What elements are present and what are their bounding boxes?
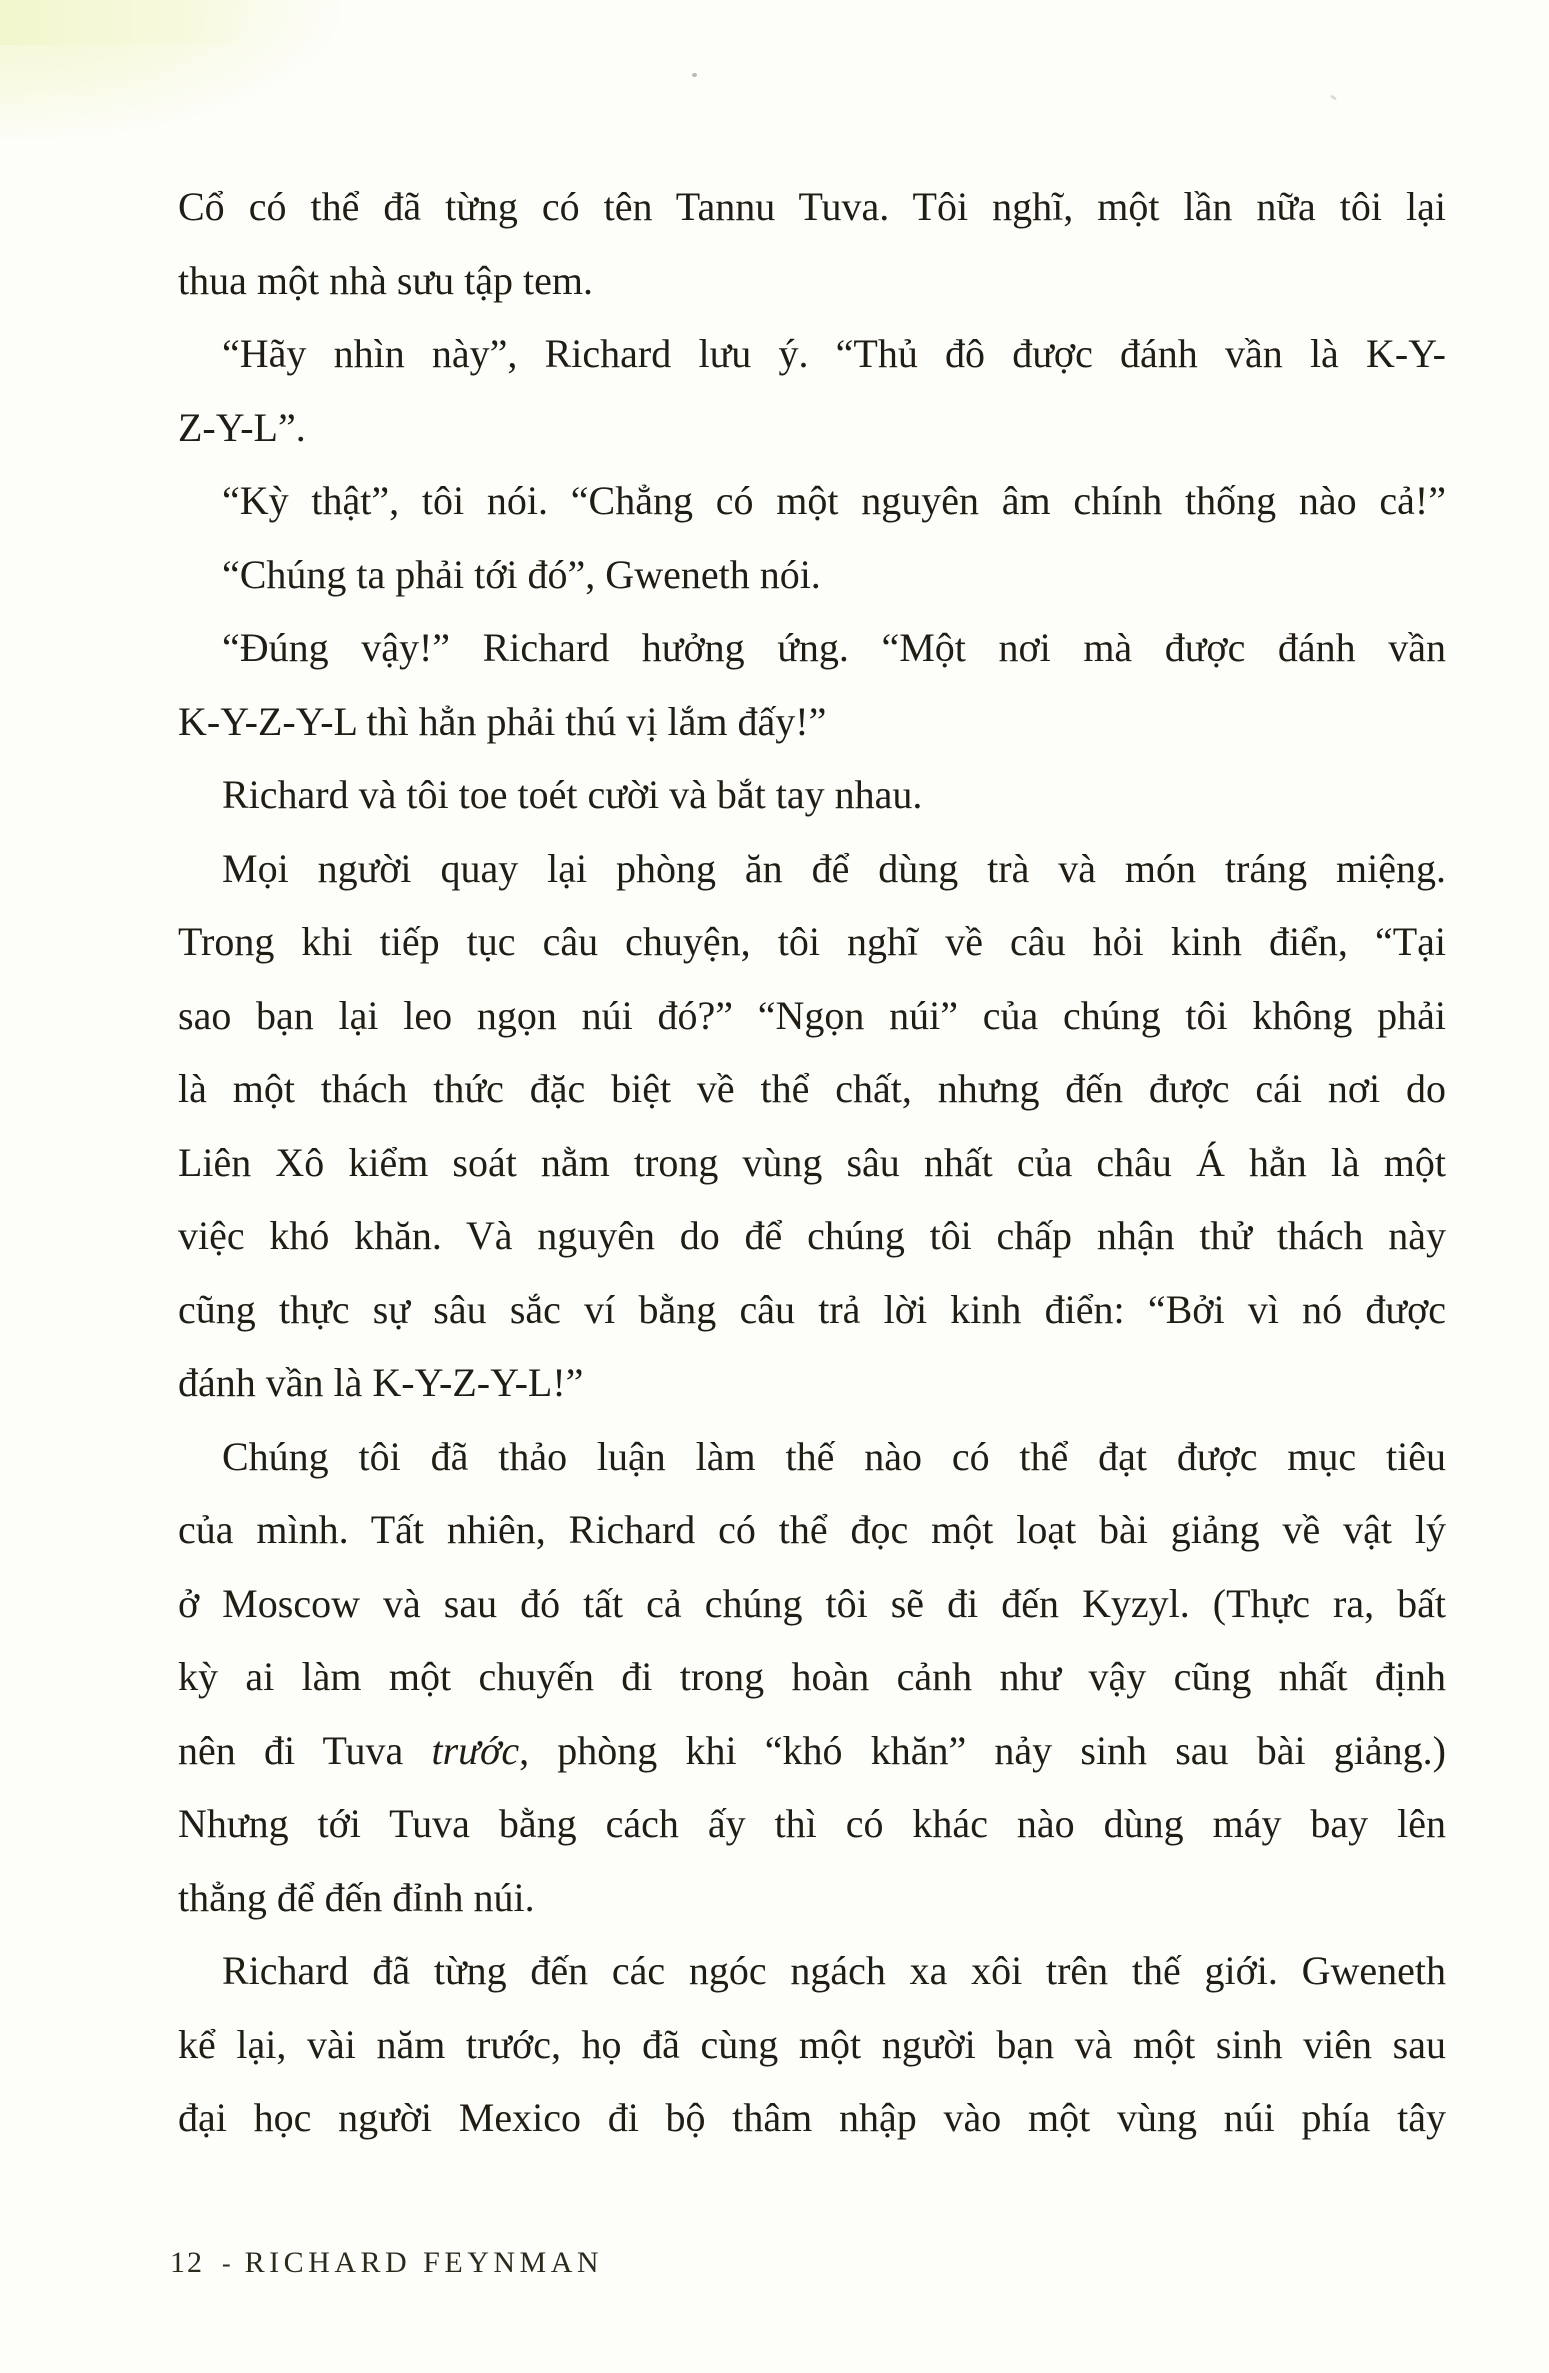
text-segment: Liên Xô kiểm soát nằm trong vùng sâu nhất của châu Á hẳn là một [178, 1139, 1446, 1185]
text-segment: thua một nhà sưu tập tem. [178, 257, 593, 303]
text-line [178, 538, 1446, 612]
text-segment: Richard và tôi toe toét cười và bắt tay nhau. [222, 772, 923, 817]
text-segment: Chúng tôi đã thảo luận làm thế nào có thể đạt được mục tiêu [222, 1433, 1446, 1479]
text-segment: “Hãy nhìn này”, Richard lưu ý. “Thủ đô được đánh vần là K-Y- [222, 331, 1446, 376]
text-segment: ở Moscow và sau đó tất cả chúng tôi sẽ đi đến Kyzyl. (Thực ra, bất [178, 1580, 1446, 1626]
text-line [178, 758, 1446, 832]
text-line [178, 244, 1446, 318]
text-line [178, 905, 1446, 979]
text-segment: là một thách thức đặc biệt về thể chất, nhưng đến được cái nơi do [178, 1066, 1446, 1111]
text-line [178, 685, 1446, 759]
text-line [178, 464, 1446, 538]
text-segment: “Kỳ thật”, tôi nói. “Chẳng có một nguyên âm chính thống nào cả!” [222, 478, 1446, 523]
italic-text-segment: trước [431, 1727, 520, 1773]
text-segment: “Chúng ta phải tới đó”, Gweneth nói. [222, 551, 821, 597]
text-segment: Cổ có thể đã từng có tên Tannu Tuva. Tôi nghĩ, một lần nữa tôi lại [178, 184, 1446, 229]
text-segment: của mình. Tất nhiên, Richard có thể đọc một loạt bài giảng về vật lý [178, 1507, 1446, 1552]
text-line [178, 1714, 1446, 1788]
text-line [178, 1420, 1446, 1494]
footer-book-author: RICHARD FEYNMAN [244, 2246, 604, 2279]
text-segment: cũng thực sự sâu sắc ví bằng câu trả lời kinh điển: “Bởi vì nó được [178, 1286, 1446, 1332]
text-segment: đánh vần là K-Y-Z-Y-L!” [178, 1360, 584, 1405]
text-segment: “Đúng vậy!” Richard hưởng ứng. “Một nơi mà được đánh vần [222, 625, 1446, 670]
text-segment: thẳng để đến đỉnh núi. [178, 1874, 535, 1920]
text-segment: sao bạn lại leo ngọn núi đó?” “Ngọn núi” của chúng tôi không phải [178, 992, 1446, 1038]
text-line [178, 1126, 1446, 1200]
text-line [178, 391, 1446, 465]
text-segment: K-Y-Z-Y-L thì hẳn phải thú vị lắm đấy!” [178, 698, 827, 744]
text-line [178, 832, 1446, 906]
text-line [178, 1273, 1446, 1347]
text-line [178, 1640, 1446, 1714]
text-line [178, 1861, 1446, 1935]
text-segment: Trong khi tiếp tục câu chuyện, tôi nghĩ về câu hỏi kinh điển, “Tại [178, 919, 1446, 964]
text-segment: đại học người Mexico đi bộ thâm nhập vào một vùng núi phía tây [178, 2095, 1446, 2140]
text-segment: việc khó khăn. Và nguyên do để chúng tôi chấp nhận thử thách này [178, 1213, 1446, 1258]
text-segment: Z-Y-L”. [178, 404, 306, 450]
text-segment: Nhưng tới Tuva bằng cách ấy thì có khác nào dùng máy bay lên [178, 1801, 1446, 1846]
text-line [178, 170, 1446, 244]
scan-speck [692, 73, 697, 77]
scan-corner-tint-strong [0, 0, 250, 45]
text-line [178, 1346, 1446, 1420]
text-segment: nên đi Tuva [178, 1727, 432, 1773]
text-segment: , phòng khi “khó khăn” nảy sinh sau bài giảng.) [519, 1727, 1446, 1773]
text-line [178, 2081, 1446, 2155]
text-line [178, 317, 1446, 391]
text-line [178, 979, 1446, 1053]
text-line [178, 611, 1446, 685]
text-line [178, 1052, 1446, 1126]
text-line [178, 1787, 1446, 1861]
footer-separator: - [222, 2249, 231, 2278]
page-footer [170, 2243, 603, 2284]
text-line [178, 2008, 1446, 2082]
scan-speck [1330, 94, 1337, 100]
page-text [178, 170, 1446, 2155]
text-line [178, 1934, 1446, 2008]
text-line [178, 1199, 1446, 1273]
text-line [178, 1567, 1446, 1641]
page-number: 12 [170, 2246, 204, 2279]
text-segment: kể lại, vài năm trước, họ đã cùng một người bạn và một sinh viên sau [178, 2021, 1446, 2067]
text-line [178, 1493, 1446, 1567]
text-segment: Mọi người quay lại phòng ăn để dùng trà và món tráng miệng. [222, 845, 1446, 891]
text-segment: kỳ ai làm một chuyến đi trong hoàn cảnh như vậy cũng nhất định [178, 1654, 1446, 1699]
text-segment: Richard đã từng đến các ngóc ngách xa xôi trên thế giới. Gweneth [222, 1948, 1446, 1993]
